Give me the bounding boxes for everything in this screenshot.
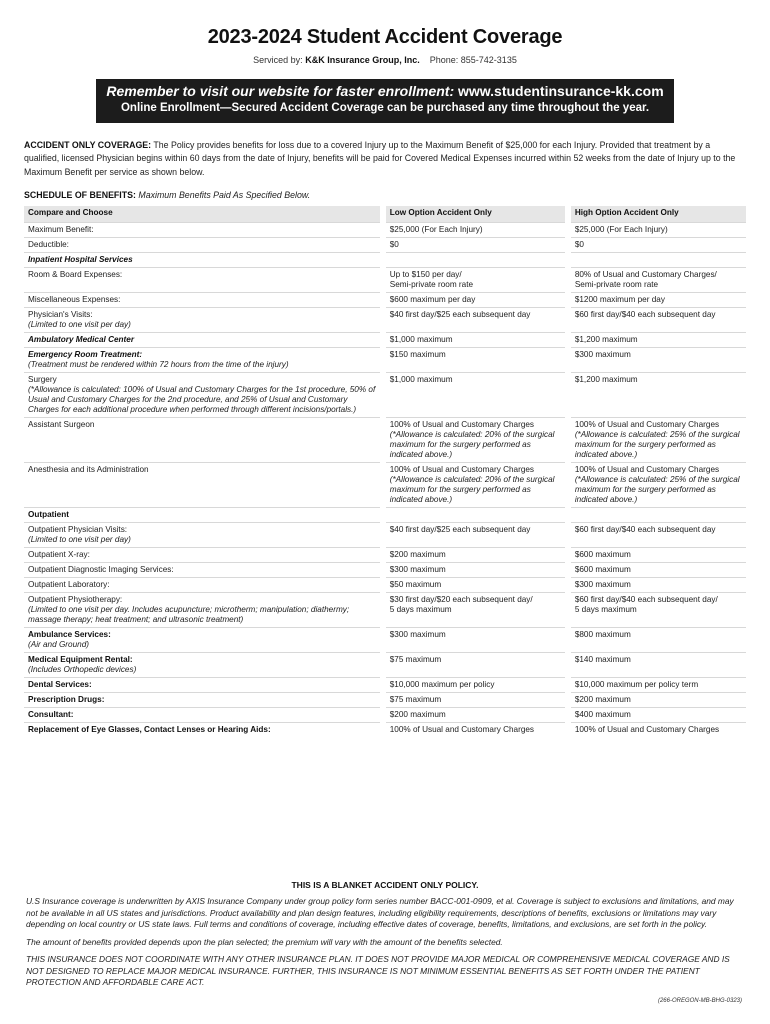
benefit-name-cell (24, 418, 383, 463)
table-row (24, 418, 746, 463)
high-option-value-cell (568, 593, 746, 628)
table-row (24, 578, 746, 593)
benefit-name: Consultant: (28, 710, 74, 719)
benefit-name-cell (24, 578, 383, 593)
benefit-name: Miscellaneous Expenses: (28, 295, 121, 304)
table-row (24, 348, 746, 373)
banner-line-1 (96, 83, 674, 99)
high-option-value-cell (568, 418, 746, 463)
benefit-note: (Air and Ground) (28, 640, 89, 649)
low-option-value-note: (*Allowance is calculated: 20% of the surgical maximum for the surgery performed as indicated above.) (389, 430, 555, 459)
table-row (24, 628, 746, 653)
low-option-value-cell (383, 418, 568, 463)
high-option-value: $200 maximum (574, 695, 631, 704)
page-title: 2023-2024 Student Accident Coverage (207, 26, 563, 48)
low-option-value: $1,000 maximum (389, 375, 453, 384)
low-option-value-cell (383, 563, 568, 578)
coverage-text: The Policy provides benefits for loss due to a covered Injury up to the Maximum Benefit of $25,000 for each Injury. Provided that treatment by a qualified, licensed Physician begins within 60 days from the date of Injury, benefits will be paid for Covered Medical Expenses incurred within 52 weeks from the date of Injury up to the Maximum Benefit per service as shown below. (24, 140, 736, 177)
benefit-name-cell (24, 628, 383, 653)
coverage-description (24, 139, 746, 179)
low-option-value-cell (383, 333, 568, 348)
high-option-value-cell (568, 348, 746, 373)
benefit-note: (Limited to one visit per day) (28, 535, 131, 544)
benefit-name: Outpatient X-ray: (28, 550, 90, 559)
disclaimer-premium: The amount of benefits provided depends upon the plan selected; the premium will vary with the amount of the benefits selected. (26, 937, 503, 947)
high-option-value: $1,200 maximum (574, 375, 638, 384)
table-row (24, 268, 746, 293)
benefit-name: Ambulatory Medical Center (28, 335, 135, 344)
serviced-by-label: Serviced by: (253, 55, 303, 65)
table-row (24, 693, 746, 708)
high-option-value: $60 first day/$40 each subsequent day (574, 310, 716, 319)
table-row (24, 593, 746, 628)
low-option-value-cell (383, 723, 568, 738)
benefit-name: Deductible: (28, 240, 69, 249)
table-row (24, 238, 746, 253)
table-row (24, 463, 746, 508)
header-high-option: High Option Accident Only (568, 206, 746, 223)
table-row (24, 308, 746, 333)
low-option-value-cell (383, 253, 568, 268)
benefit-name-cell (24, 548, 383, 563)
high-option-value-cell (568, 268, 746, 293)
high-option-value-cell (568, 708, 746, 723)
table-row (24, 678, 746, 693)
benefit-name: Surgery (28, 375, 57, 384)
high-option-value: 100% of Usual and Customary Charges (574, 420, 720, 429)
header-low-option: Low Option Accident Only (383, 206, 568, 223)
benefit-name-cell (24, 293, 383, 308)
table-row (24, 293, 746, 308)
low-option-value: 100% of Usual and Customary Charges (389, 420, 535, 429)
high-option-value: $0 (574, 240, 584, 249)
benefit-name-cell (24, 723, 383, 738)
table-row (24, 563, 746, 578)
disclaimer-coordination: THIS INSURANCE DOES NOT COORDINATE WITH ANY OTHER INSURANCE PLAN. IT DOES NOT PROVIDE MAJOR MEDICAL OR COMPREHENSIVE MEDICAL COVERAGE AND IS NOT DESIGNED TO REPLACE MAJOR MEDICAL INSURANCE. FURTHER, THIS INSURANCE IS NOT MINIMUM ESSENTIAL BENEFITS AS SET FORTH UNDER THE PATIENT PROTECTION AND AFFORDABLE CARE ACT. (26, 954, 730, 987)
benefit-name-cell (24, 268, 383, 293)
benefit-name: Outpatient Physician Visits: (28, 525, 128, 534)
benefit-note: (Limited to one visit per day. Includes acupuncture; microtherm; manipulation; diathermy; massage therapy; heat treatment; and ultrasonic treatment) (28, 605, 350, 624)
low-option-value-cell (383, 463, 568, 508)
form-code: (266-OREGON-MB-BHG-0323) (657, 998, 742, 1004)
low-option-value-cell (383, 678, 568, 693)
low-option-value-cell (383, 238, 568, 253)
benefit-name-cell (24, 333, 383, 348)
benefit-name-cell (24, 593, 383, 628)
high-option-value: $800 maximum (574, 630, 631, 639)
benefit-name: Ambulance Services: (28, 630, 111, 639)
high-option-value-cell (568, 723, 746, 738)
benefit-name-cell (24, 308, 383, 333)
benefit-name-cell (24, 523, 383, 548)
benefit-note: (Limited to one visit per day) (28, 320, 131, 329)
benefit-name-cell (24, 653, 383, 678)
disclaimer-underwriting: U.S Insurance coverage is underwritten by AXIS Insurance Company under group policy form series number BACC-001-0909, et al. Coverage is subject to exclusions and limitations, and may not be available in all US states and jurisdictions. Product availability and plan design features, including eligibility requirements, descriptions of benefits, exclusions or limitations may vary depending on local country or US state laws. Full terms and conditions of coverage, including effective dates of coverage, benefits, limitations, and exclusions, are set forth in the policy. (26, 896, 734, 929)
low-option-value: $600 maximum per day (389, 295, 476, 304)
high-option-value-cell (568, 628, 746, 653)
low-option-value-note: (*Allowance is calculated: 20% of the surgical maximum for the surgery performed as indicated above.) (389, 475, 555, 504)
banner-line-2: Online Enrollment—Secured Accident Coverage can be purchased any time throughout the year. (120, 102, 650, 114)
low-option-value-cell (383, 293, 568, 308)
benefit-name-cell (24, 508, 383, 523)
low-option-value: $50 maximum (389, 580, 442, 589)
benefit-name: Room & Board Expenses: (28, 270, 123, 279)
table-row (24, 508, 746, 523)
benefit-note: (Includes Orthopedic devices) (28, 665, 137, 674)
low-option-value-cell (383, 268, 568, 293)
high-option-value-cell (568, 508, 746, 523)
benefit-name: Anesthesia and its Administration (28, 465, 149, 474)
low-option-value: $150 maximum (389, 350, 446, 359)
low-option-value: $300 maximum (389, 630, 446, 639)
high-option-value: $1,200 maximum (574, 335, 638, 344)
benefit-name-cell (24, 563, 383, 578)
low-option-value-cell (383, 628, 568, 653)
low-option-value: $1,000 maximum (389, 335, 453, 344)
blanket-policy-note: THIS IS A BLANKET ACCIDENT ONLY POLICY. (291, 880, 479, 890)
high-option-value: $400 maximum (574, 710, 631, 719)
low-option-value-cell (383, 373, 568, 418)
benefit-name: Inpatient Hospital Services (28, 255, 133, 264)
low-option-value: $10,000 maximum per policy (389, 680, 495, 689)
high-option-value-note: (*Allowance is calculated: 25% of the surgical maximum for the surgery performed as indicated above.) (574, 475, 740, 504)
low-option-value-cell (383, 578, 568, 593)
benefit-name-cell (24, 708, 383, 723)
benefit-name: Outpatient Diagnostic Imaging Services: (28, 565, 174, 574)
table-row (24, 708, 746, 723)
high-option-value: 80% of Usual and Customary Charges/ Semi-private room rate (574, 270, 717, 289)
benefit-name: Maximum Benefit: (28, 225, 94, 234)
benefit-name: Outpatient Laboratory: (28, 580, 110, 589)
low-option-value-cell (383, 348, 568, 373)
high-option-value-cell (568, 223, 746, 238)
low-option-value-cell (383, 708, 568, 723)
high-option-value-cell (568, 653, 746, 678)
benefit-name: Replacement of Eye Glasses, Contact Lenses or Hearing Aids: (28, 725, 271, 734)
benefit-name: Dental Services: (28, 680, 92, 689)
low-option-value-cell (383, 653, 568, 678)
high-option-value: $1200 maximum per day (574, 295, 665, 304)
high-option-value-cell (568, 693, 746, 708)
benefit-note: (*Allowance is calculated: 100% of Usual and Customary Charges for the 1st procedure, 50% of Usual and Customary Charges for the 2nd procedure, and 25% of Usual and Customary Charges for each additional procedure when performed through different incisions/portals.) (28, 385, 376, 414)
high-option-value: 100% of Usual and Customary Charges (574, 725, 720, 734)
high-option-value-cell (568, 563, 746, 578)
benefit-name: Outpatient Physiotherapy: (28, 595, 123, 604)
high-option-value: 100% of Usual and Customary Charges (574, 465, 720, 474)
low-option-value: $300 maximum (389, 565, 446, 574)
low-option-value: 100% of Usual and Customary Charges (389, 465, 535, 474)
high-option-value-cell (568, 548, 746, 563)
table-row (24, 333, 746, 348)
low-option-value: $30 first day/$20 each subsequent day/ 5 days maximum (389, 595, 533, 614)
schedule-label: SCHEDULE OF BENEFITS: (24, 190, 136, 200)
table-row (24, 723, 746, 738)
low-option-value: 100% of Usual and Customary Charges (389, 725, 535, 734)
benefit-name: Prescription Drugs: (28, 695, 105, 704)
high-option-value: $300 maximum (574, 580, 631, 589)
benefit-name-cell (24, 373, 383, 418)
low-option-value: $40 first day/$25 each subsequent day (389, 525, 531, 534)
benefit-name-cell (24, 238, 383, 253)
high-option-value: $140 maximum (574, 655, 631, 664)
high-option-value-cell (568, 293, 746, 308)
low-option-value: $200 maximum (389, 710, 446, 719)
schedule-heading (24, 190, 310, 200)
low-option-value-cell (383, 548, 568, 563)
benefit-name: Emergency Room Treatment: (28, 350, 143, 359)
company-name: K&K Insurance Group, Inc. (305, 55, 420, 65)
high-option-value: $600 maximum (574, 565, 631, 574)
benefit-note: (Treatment must be rendered within 72 hours from the time of the injury) (28, 360, 289, 369)
low-option-value: Up to $150 per day/ Semi-private room rate (389, 270, 474, 289)
high-option-value-cell (568, 678, 746, 693)
low-option-value-cell (383, 308, 568, 333)
benefit-name-cell (24, 348, 383, 373)
benefit-name: Outpatient (28, 510, 69, 519)
high-option-value-cell (568, 333, 746, 348)
table-row (24, 223, 746, 238)
phone-number: Phone: 855-742-3135 (429, 55, 517, 65)
high-option-value-cell (568, 373, 746, 418)
low-option-value-cell (383, 508, 568, 523)
low-option-value: $40 first day/$25 each subsequent day (389, 310, 531, 319)
remember-text: Remember to visit our website for faster enrollment: (106, 83, 455, 99)
low-option-value-cell (383, 693, 568, 708)
benefit-name: Assistant Surgeon (28, 420, 95, 429)
serviced-by-line (0, 55, 770, 65)
website-link[interactable]: www.studentinsurance-kk.com (458, 83, 664, 99)
high-option-value-cell (568, 238, 746, 253)
benefit-name-cell (24, 693, 383, 708)
table-row (24, 523, 746, 548)
benefits-table (24, 206, 746, 737)
low-option-value: $200 maximum (389, 550, 446, 559)
header-compare: Compare and Choose (24, 206, 383, 223)
high-option-value: $60 first day/$40 each subsequent day/ 5 days maximum (574, 595, 718, 614)
schedule-subtitle: Maximum Benefits Paid As Specified Below. (138, 190, 311, 200)
high-option-value: $300 maximum (574, 350, 631, 359)
low-option-value: $75 maximum (389, 655, 442, 664)
low-option-value-cell (383, 523, 568, 548)
low-option-value: $0 (389, 240, 399, 249)
benefit-name-cell (24, 253, 383, 268)
table-row (24, 373, 746, 418)
table-header-row (24, 206, 746, 223)
low-option-value-cell (383, 223, 568, 238)
low-option-value: $75 maximum (389, 695, 442, 704)
high-option-value: $60 first day/$40 each subsequent day (574, 525, 716, 534)
high-option-value: $600 maximum (574, 550, 631, 559)
high-option-value-cell (568, 578, 746, 593)
enrollment-banner (96, 79, 674, 123)
table-row (24, 253, 746, 268)
high-option-value-cell (568, 523, 746, 548)
benefit-name: Physician's Visits: (28, 310, 93, 319)
low-option-value: $25,000 (For Each Injury) (389, 225, 483, 234)
benefit-name-cell (24, 463, 383, 508)
table-row (24, 548, 746, 563)
low-option-value-cell (383, 593, 568, 628)
high-option-value-cell (568, 463, 746, 508)
high-option-value: $10,000 maximum per policy term (574, 680, 699, 689)
high-option-value-cell (568, 308, 746, 333)
table-row (24, 653, 746, 678)
high-option-value: $25,000 (For Each Injury) (574, 225, 668, 234)
coverage-label: ACCIDENT ONLY COVERAGE: (24, 140, 152, 150)
high-option-value-cell (568, 253, 746, 268)
high-option-value-note: (*Allowance is calculated: 25% of the surgical maximum for the surgery performed as indicated above.) (574, 430, 740, 459)
benefit-name-cell (24, 223, 383, 238)
benefit-name-cell (24, 678, 383, 693)
benefit-name: Medical Equipment Rental: (28, 655, 133, 664)
